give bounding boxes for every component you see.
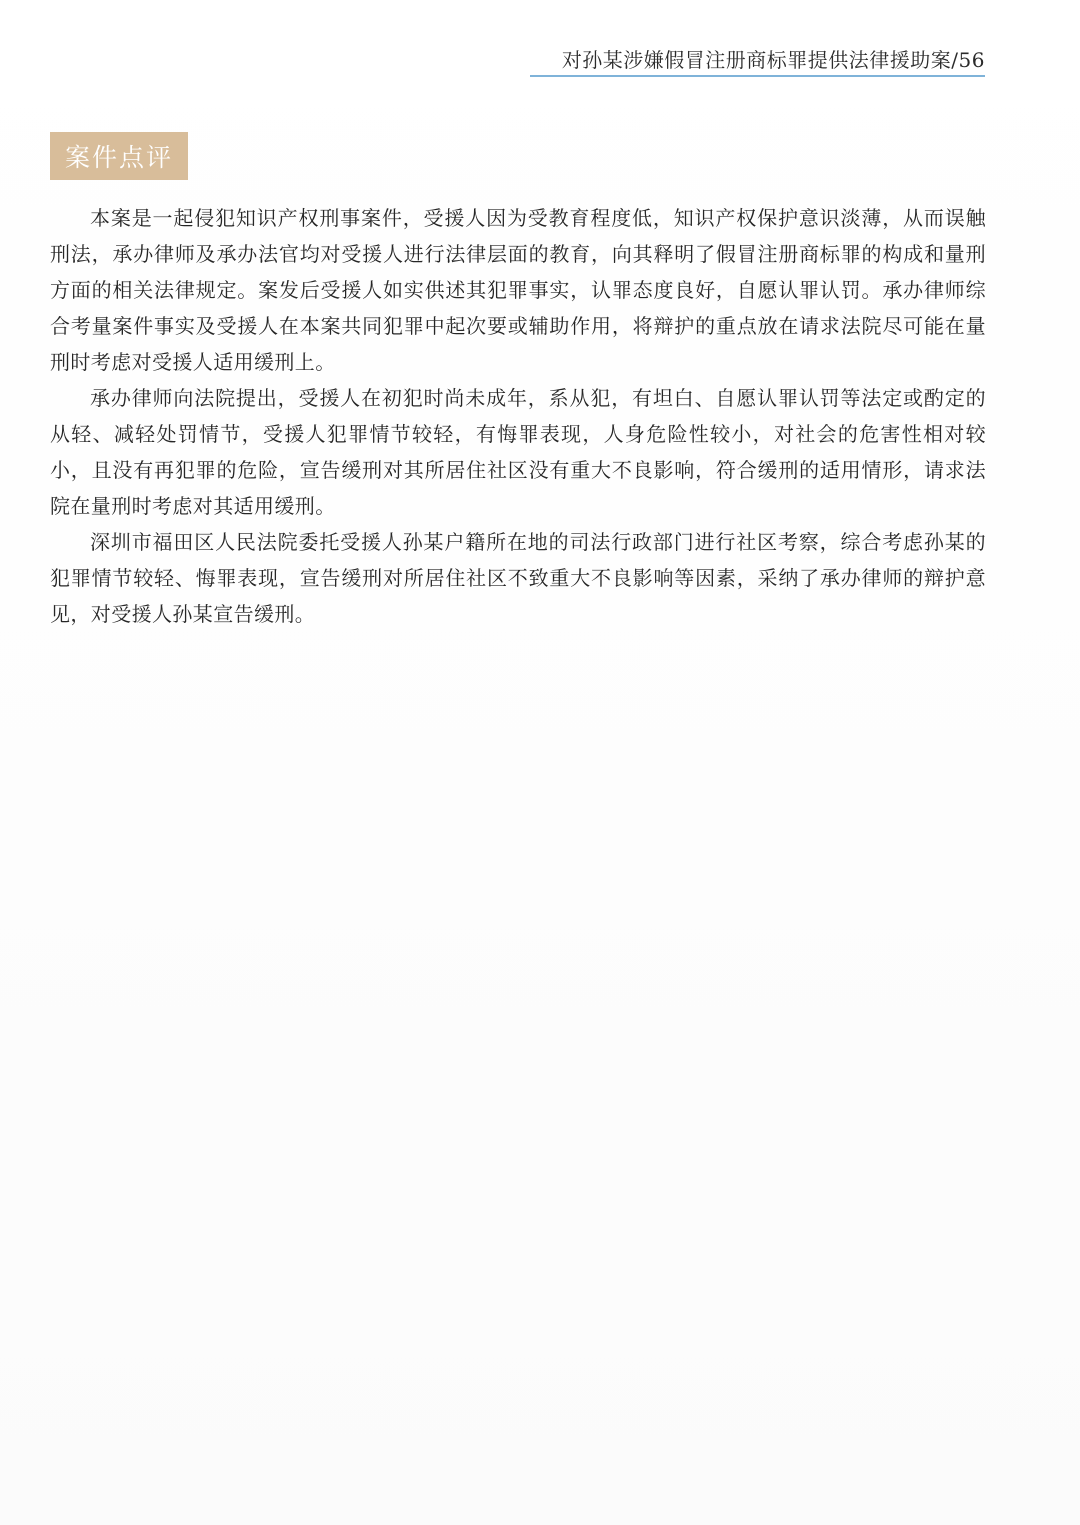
paragraph: 承办律师向法院提出，受援人在初犯时尚未成年，系从犯，有坦白、自愿认罪认罚等法定或酌定的从轻、减轻处罚情节，受援人犯罪情节较轻，有悔罪表现，人身危险性较小，对社会的危害性相对较小，且没有再犯罪的危险，宣告缓刑对其所居住社区没有重大不良影响，符合缓刑的适用情形，请求法院在量刑时考虑对其适用缓刑。 xyxy=(50,386,986,518)
body-text xyxy=(50,200,986,632)
running-header: 对孙某涉嫌假冒注册商标罪提供法律援助案/56 xyxy=(561,48,985,72)
header-divider xyxy=(530,75,985,77)
paragraph: 深圳市福田区人民法院委托受援人孙某户籍所在地的司法行政部门进行社区考察，综合考虑孙某的犯罪情节较轻、悔罪表现，宣告缓刑对所居住社区不致重大不良影响等因素，采纳了承办律师的辩护意见，对受援人孙某宣告缓刑。 xyxy=(50,530,986,626)
section-badge xyxy=(50,132,188,180)
paragraph: 本案是一起侵犯知识产权刑事案件，受援人因为受教育程度低，知识产权保护意识淡薄，从而误触刑法，承办律师及承办法官均对受援人进行法律层面的教育，向其释明了假冒注册商标罪的构成和量刑方面的相关法律规定。案发后受援人如实供述其犯罪事实，认罪态度良好，自愿认罪认罚。承办律师综合考量案件事实及受援人在本案共同犯罪中起次要或辅助作用，将辩护的重点放在请求法院尽可能在量刑时考虑对受援人适用缓刑上。 xyxy=(50,206,986,374)
section-title: 案件点评 xyxy=(64,143,173,172)
